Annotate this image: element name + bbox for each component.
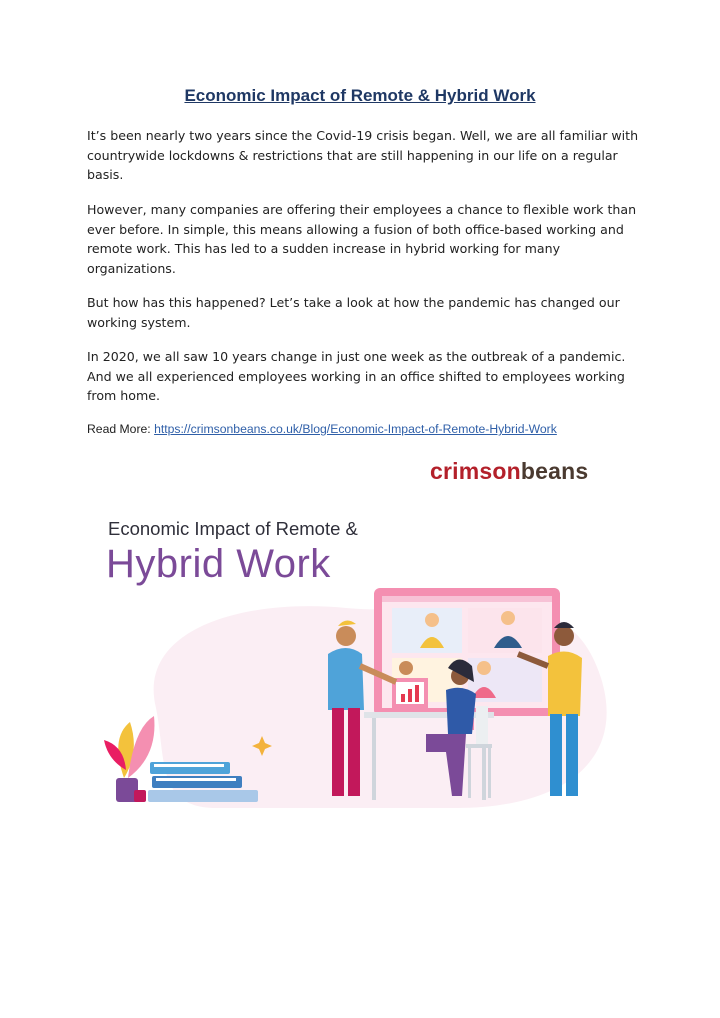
paragraph-intro: It’s been nearly two years since the Covid-19 crisis began. Well, we are all familiar with countrywide lockdowns & restrictions that are still happening in our life on a regular basis. bbox=[87, 128, 639, 182]
paragraph-question: But how has this happened? Let’s take a look at how the pandemic has changed our working system. bbox=[87, 295, 620, 330]
plant-icon bbox=[104, 716, 154, 802]
page-title: Economic Impact of Remote & Hybrid Work bbox=[184, 86, 536, 105]
read-more-label: Read More: bbox=[87, 422, 155, 436]
logo-part-crimson: crimson bbox=[430, 458, 521, 484]
paragraph-hybrid: However, many companies are offering their employees a chance to flexible work than ever before. In simple, this means allowing a fusion of both office-based working and remote work. This has led to a sudden increase in hybrid working for many organizations. bbox=[87, 202, 637, 276]
crimsonbeans-logo bbox=[430, 458, 588, 485]
hero-illustration bbox=[96, 508, 624, 828]
illustration-title-line1: Economic Impact of Remote & bbox=[108, 518, 358, 539]
read-more-link[interactable]: https://crimsonbeans.co.uk/Blog/Economic-Impact-of-Remote-Hybrid-Work bbox=[154, 422, 557, 436]
read-more bbox=[87, 422, 557, 436]
paragraph-2020: In 2020, we all saw 10 years change in just one week as the outbreak of a pandemic. And we all experienced employees working in an office shifted to employees working from home. bbox=[87, 349, 626, 403]
illustration-title-line2: Hybrid Work bbox=[106, 542, 331, 586]
logo-part-beans: beans bbox=[520, 458, 589, 484]
